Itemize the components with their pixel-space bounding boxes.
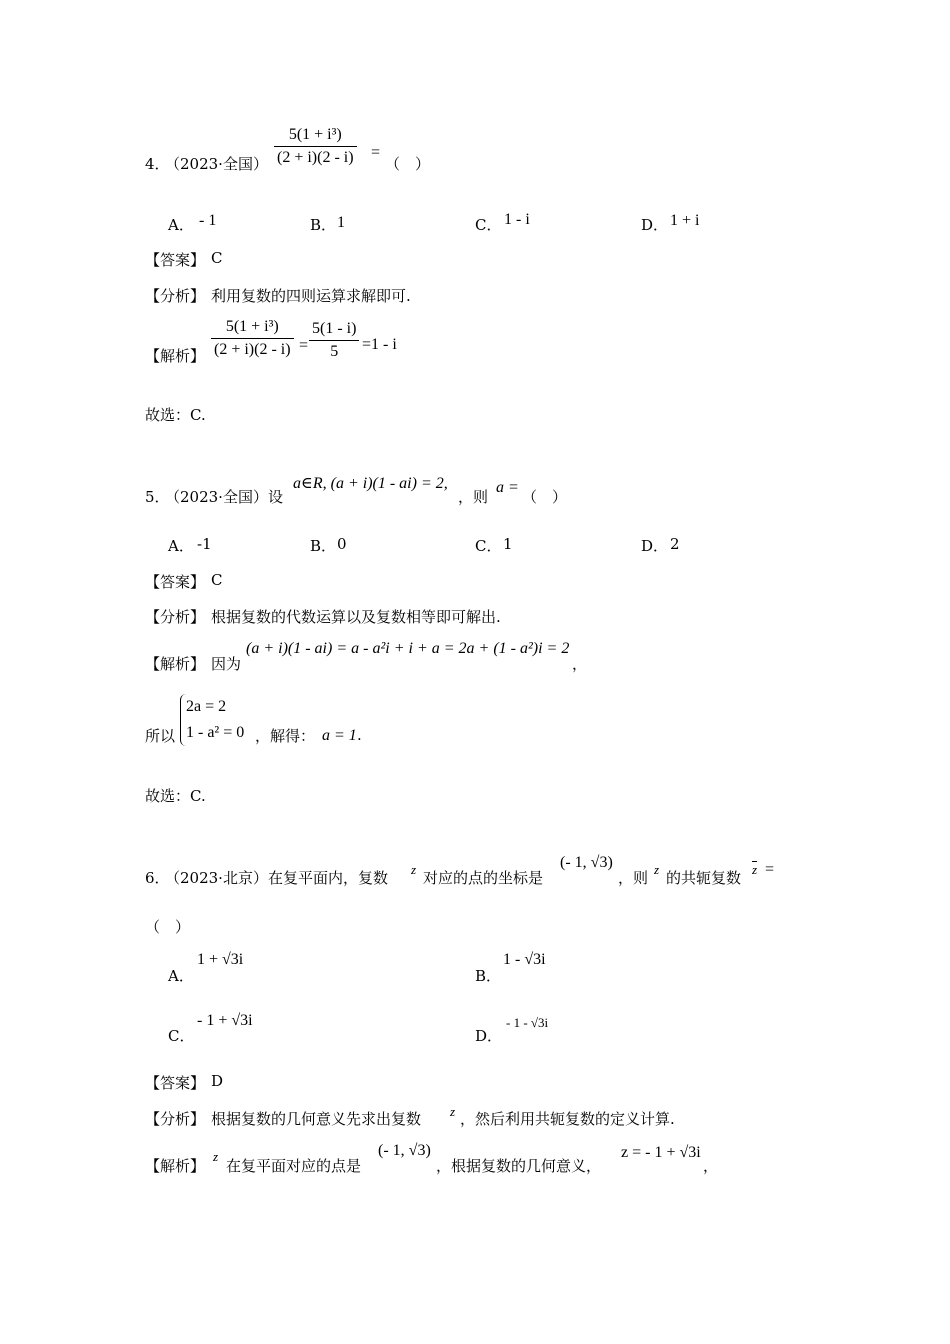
point-coordinates: (- 1, √3) (378, 1142, 431, 1159)
option-a-label: A． (168, 537, 194, 555)
answer-value: D (211, 1072, 224, 1090)
option-c-label: C． (475, 537, 502, 555)
question-text: ，则 (618, 869, 649, 887)
analysis-text: 根据复数的代数运算以及复数相等即可解出. (211, 608, 501, 626)
fraction-denominator: (2 + i)(2 - i) (274, 146, 357, 167)
fraction-denominator: 5 (309, 340, 359, 361)
answer-tag: 【答案】 (145, 573, 206, 591)
question-source: （2023·全国） (165, 155, 268, 173)
solution-equation: z = - 1 + √3i (621, 1144, 701, 1161)
analysis-text: 利用复数的四则运算求解即可. (211, 287, 411, 305)
solution-expansion: (a + i)(1 - ai) = a - a²i + i + a = 2a + (1 - a²)i = 2 (246, 640, 570, 657)
question-source: （2023·北京）在复平面内，复数 (165, 869, 388, 887)
question-number: 4． (145, 155, 170, 173)
question-source: （2023·全国）设 (165, 488, 283, 506)
solution-fraction-2 (309, 320, 359, 361)
point-coordinates: (- 1, √3) (560, 854, 613, 871)
option-d-value: 2 (670, 535, 680, 553)
option-b-label: B． (310, 537, 337, 555)
option-c-value: 1 - i (504, 211, 530, 228)
question-number: 6． (145, 869, 170, 887)
option-b-label: B． (475, 967, 502, 985)
solution-result: =1 - i (362, 336, 397, 353)
question-then: ，则 (458, 488, 489, 506)
solve-text: ，解得： (255, 727, 316, 745)
option-a-value: 1 + √3i (197, 951, 244, 968)
option-a-label: A． (168, 216, 194, 234)
variable-z: z (654, 862, 660, 877)
answer-tag: 【答案】 (145, 1074, 206, 1092)
option-a-label: A． (168, 967, 194, 985)
answer-blank: （ ） (522, 488, 568, 506)
option-c-label: C． (168, 1027, 195, 1045)
solution-comma: ， (572, 655, 588, 673)
option-d-label: D． (641, 537, 669, 555)
answer-value: C (211, 249, 223, 267)
option-d-label: D． (641, 216, 669, 234)
solution-therefore: 所以 (145, 727, 176, 745)
question-condition: a∈R, (a + i)(1 - ai) = 2, (293, 475, 448, 492)
fraction-denominator: (2 + i)(2 - i) (211, 338, 294, 359)
answer-blank: （ ） (145, 918, 191, 936)
option-b-value: 1 (337, 214, 345, 231)
question-text: 的共轭复数 (666, 869, 742, 887)
answer-value: C (211, 571, 223, 589)
fraction-numerator: 5(1 + i³) (288, 126, 342, 143)
system-line-1: 2a = 2 (186, 698, 227, 715)
analysis-tag: 【分析】 (145, 287, 206, 305)
equals-sign: = (765, 861, 775, 878)
conclusion-text: 故选：C. (145, 787, 206, 805)
solution-tag: 【解析】 (145, 1157, 206, 1175)
option-b-label: B． (310, 216, 337, 234)
solution-text: ，根据复数的几何意义， (436, 1157, 602, 1175)
equals-sign: = (299, 337, 309, 354)
option-b-value: 0 (337, 535, 347, 553)
conjugate-z: $\overline{z}$ (752, 862, 758, 877)
period: . (357, 726, 362, 744)
option-b-value: 1 - √3i (503, 951, 546, 968)
question-fraction (274, 126, 357, 167)
conclusion-text: 故选：C. (145, 406, 206, 424)
equals-sign: = (371, 144, 381, 161)
option-c-value: 1 (503, 535, 513, 553)
fraction-numerator: 5(1 - i) (312, 320, 357, 337)
analysis-text: 根据复数的几何意义先求出复数 (211, 1110, 422, 1128)
variable-z: z (450, 1104, 456, 1119)
option-c-label: C． (475, 216, 502, 234)
variable-z: z (411, 862, 417, 877)
option-d-value: - 1 - √3i (506, 1015, 549, 1030)
solution-because: 因为 (211, 655, 242, 673)
question-text: 对应的点的坐标是 (423, 869, 544, 887)
solution-fraction-1 (211, 318, 294, 359)
option-a-value: -1 (197, 535, 212, 553)
solution-text: 在复平面对应的点是 (226, 1157, 362, 1175)
variable-z: z (213, 1149, 219, 1164)
system-line-2: 1 - a² = 0 (186, 724, 245, 741)
question-unknown: a = (496, 479, 519, 496)
answer-blank: （ ） (385, 155, 431, 173)
solve-value: a = 1 (322, 727, 357, 744)
analysis-tag: 【分析】 (145, 1110, 206, 1128)
question-number: 5． (145, 488, 170, 506)
option-d-label: D． (475, 1027, 503, 1045)
option-a-value: - 1 (199, 212, 217, 229)
option-c-value: - 1 + √3i (197, 1012, 253, 1029)
solution-tag: 【解析】 (145, 347, 206, 365)
option-d-value: 1 + i (670, 212, 700, 229)
equation-system (180, 694, 244, 746)
answer-tag: 【答案】 (145, 251, 206, 269)
solution-tag: 【解析】 (145, 655, 206, 673)
solution-comma: ， (703, 1157, 719, 1175)
analysis-tag: 【分析】 (145, 608, 206, 626)
analysis-text: ，然后利用共轭复数的定义计算. (460, 1110, 675, 1128)
fraction-numerator: 5(1 + i³) (225, 318, 279, 335)
